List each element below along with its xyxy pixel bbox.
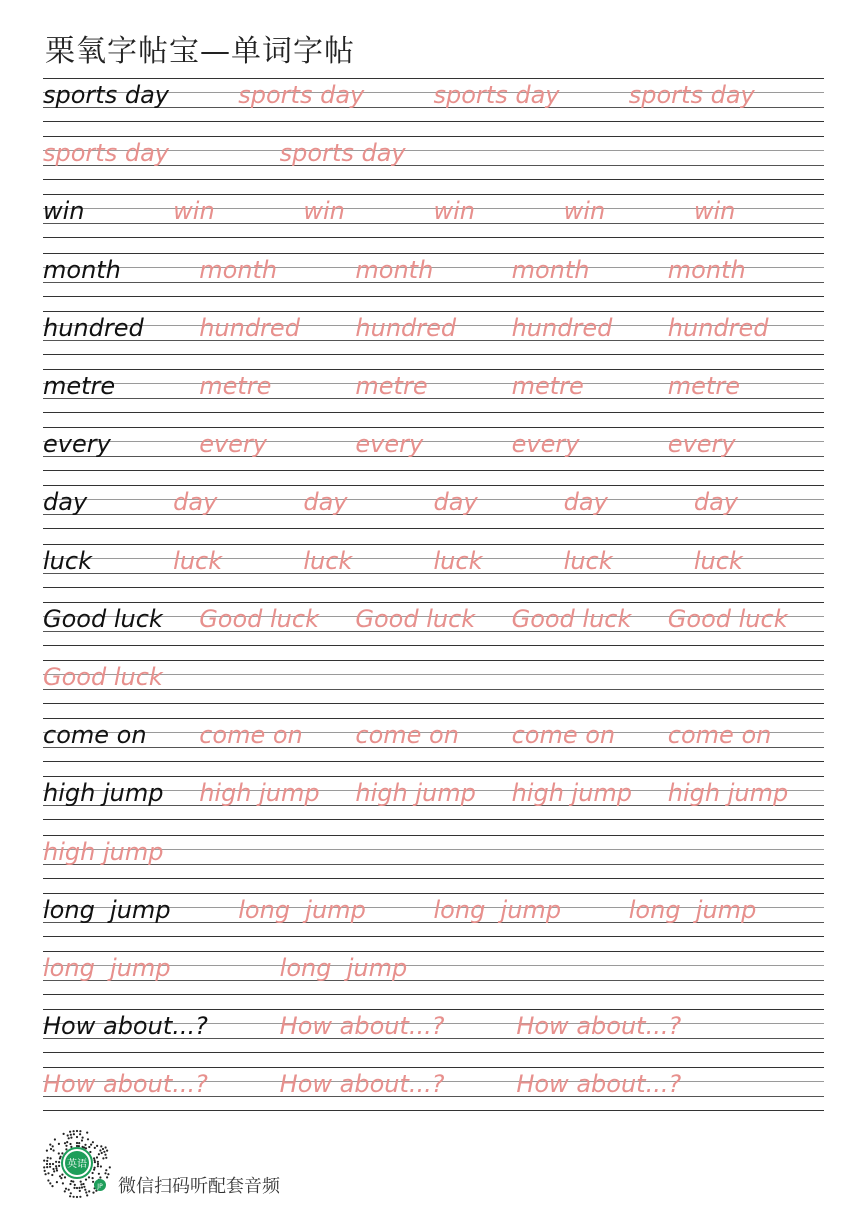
trace-word: come on bbox=[667, 721, 772, 750]
guide-line bbox=[43, 528, 824, 529]
guide-line bbox=[43, 427, 824, 428]
trace-word: Good luck bbox=[199, 604, 319, 633]
trace-word: luck bbox=[693, 546, 743, 575]
guide-line bbox=[43, 121, 824, 122]
footer-caption: 微信扫码听配套音频 bbox=[118, 1176, 280, 1197]
model-word: hundred bbox=[43, 313, 144, 342]
guide-line bbox=[43, 878, 824, 879]
trace-word: sports day bbox=[238, 81, 365, 109]
trace-word: high jump bbox=[199, 779, 320, 808]
guide-line bbox=[43, 136, 824, 137]
trace-word: luck bbox=[303, 546, 353, 575]
guide-line bbox=[43, 951, 824, 952]
practice-row bbox=[43, 78, 824, 136]
trace-word: day bbox=[173, 488, 218, 517]
page-title: 栗氧字帖宝—单词字帖 bbox=[45, 34, 355, 69]
practice-row bbox=[43, 776, 824, 834]
guide-line bbox=[43, 936, 824, 937]
trace-word: month bbox=[199, 255, 278, 284]
trace-word: hundred bbox=[511, 313, 613, 342]
trace-word: luck bbox=[563, 546, 613, 575]
trace-word: win bbox=[693, 197, 736, 226]
guide-line bbox=[43, 544, 824, 545]
trace-word: sports day bbox=[433, 81, 560, 109]
trace-word: month bbox=[355, 255, 434, 284]
trace-word: long jump bbox=[628, 895, 757, 924]
trace-word: come on bbox=[199, 721, 303, 750]
trace-word: win bbox=[173, 197, 215, 226]
guide-line bbox=[43, 179, 824, 180]
guide-line bbox=[43, 660, 824, 661]
trace-word: Good luck bbox=[355, 604, 476, 633]
trace-word: high jump bbox=[667, 779, 789, 808]
guide-line bbox=[43, 602, 824, 603]
trace-word: long jump bbox=[433, 895, 562, 924]
practice-row bbox=[43, 893, 824, 951]
trace-word: month bbox=[511, 255, 590, 284]
trace-word: How about...? bbox=[279, 1012, 445, 1041]
trace-word: hundred bbox=[199, 313, 300, 342]
qr-code-icon[interactable] bbox=[40, 1127, 114, 1201]
model-word: luck bbox=[43, 546, 92, 575]
practice-row bbox=[43, 311, 824, 369]
guide-line bbox=[43, 354, 824, 355]
practice-row bbox=[43, 369, 824, 427]
trace-word: come on bbox=[355, 721, 459, 750]
practice-row bbox=[43, 544, 824, 602]
trace-word: Good luck bbox=[667, 604, 788, 633]
model-word: win bbox=[43, 197, 85, 226]
practice-row bbox=[43, 1067, 824, 1125]
guide-line bbox=[43, 253, 824, 254]
model-word: come on bbox=[43, 721, 147, 750]
model-word: sports day bbox=[43, 81, 169, 109]
model-word: high jump bbox=[43, 779, 164, 808]
trace-word: day bbox=[563, 488, 608, 517]
trace-word: How about...? bbox=[43, 1070, 208, 1099]
trace-word: metre bbox=[199, 372, 272, 400]
trace-word: day bbox=[693, 488, 738, 517]
practice-row bbox=[43, 427, 824, 485]
model-word: Good luck bbox=[43, 604, 163, 633]
practice-row bbox=[43, 136, 824, 194]
trace-word: long jump bbox=[238, 895, 366, 924]
trace-word: high jump bbox=[511, 779, 633, 808]
guide-line bbox=[43, 994, 824, 995]
trace-word: How about...? bbox=[516, 1012, 682, 1041]
trace-word: sports day bbox=[43, 139, 169, 168]
trace-word: every bbox=[667, 430, 736, 459]
guide-line bbox=[43, 237, 824, 238]
trace-word: sports day bbox=[628, 81, 755, 109]
guide-line bbox=[43, 194, 824, 195]
guide-line bbox=[43, 485, 824, 486]
trace-word: month bbox=[667, 255, 746, 284]
trace-word: win bbox=[303, 197, 345, 226]
trace-word: sports day bbox=[279, 139, 406, 168]
guide-line bbox=[43, 718, 824, 719]
practice-row bbox=[43, 835, 824, 893]
guide-line bbox=[43, 296, 824, 297]
practice-row bbox=[43, 718, 824, 776]
trace-word: Good luck bbox=[511, 604, 632, 633]
trace-word: hundred bbox=[667, 313, 769, 342]
guide-line bbox=[43, 369, 824, 370]
trace-word: metre bbox=[355, 372, 428, 400]
trace-word: every bbox=[199, 430, 267, 459]
model-word: month bbox=[43, 255, 121, 284]
guide-line bbox=[43, 78, 824, 79]
trace-word: How about...? bbox=[516, 1070, 682, 1099]
guide-line bbox=[43, 412, 824, 413]
trace-word: high jump bbox=[43, 837, 164, 866]
practice-row bbox=[43, 1009, 824, 1067]
trace-word: win bbox=[433, 197, 476, 226]
practice-row bbox=[43, 602, 824, 660]
practice-row bbox=[43, 253, 824, 311]
practice-row bbox=[43, 194, 824, 252]
guide-line bbox=[43, 819, 824, 820]
guide-line bbox=[43, 1067, 824, 1068]
trace-word: Good luck bbox=[43, 663, 163, 691]
guide-line bbox=[43, 645, 824, 646]
trace-word: high jump bbox=[355, 779, 476, 808]
guide-line bbox=[43, 311, 824, 312]
guide-line bbox=[43, 470, 824, 471]
practice-row bbox=[43, 485, 824, 543]
trace-word: metre bbox=[667, 372, 740, 400]
trace-word: long jump bbox=[43, 954, 171, 982]
guide-line bbox=[43, 1052, 824, 1053]
model-word: How about...? bbox=[43, 1012, 208, 1041]
trace-word: hundred bbox=[355, 313, 457, 342]
model-word: every bbox=[43, 430, 111, 459]
trace-word: metre bbox=[511, 372, 584, 400]
trace-word: come on bbox=[511, 721, 616, 750]
guide-line bbox=[43, 776, 824, 777]
guide-line bbox=[43, 835, 824, 836]
model-word: day bbox=[43, 488, 88, 517]
guide-line bbox=[43, 761, 824, 762]
guide-line bbox=[43, 703, 824, 704]
trace-word: luck bbox=[433, 546, 483, 575]
qr-badge-sub: JP bbox=[97, 1183, 103, 1190]
trace-word: luck bbox=[173, 546, 223, 575]
practice-row bbox=[43, 660, 824, 718]
guide-line bbox=[43, 1009, 824, 1010]
qr-badge-text: 英语 bbox=[67, 1159, 87, 1170]
model-word: long jump bbox=[43, 895, 171, 924]
trace-word: long jump bbox=[279, 954, 408, 982]
trace-word: How about...? bbox=[279, 1070, 445, 1099]
trace-word: day bbox=[303, 488, 348, 517]
model-word: metre bbox=[43, 372, 116, 400]
guide-line bbox=[43, 1110, 824, 1111]
guide-line bbox=[43, 587, 824, 588]
trace-word: day bbox=[433, 488, 478, 517]
trace-word: every bbox=[511, 430, 580, 459]
trace-word: win bbox=[563, 197, 606, 226]
trace-word: every bbox=[355, 430, 424, 459]
practice-row bbox=[43, 951, 824, 1009]
guide-line bbox=[43, 893, 824, 894]
